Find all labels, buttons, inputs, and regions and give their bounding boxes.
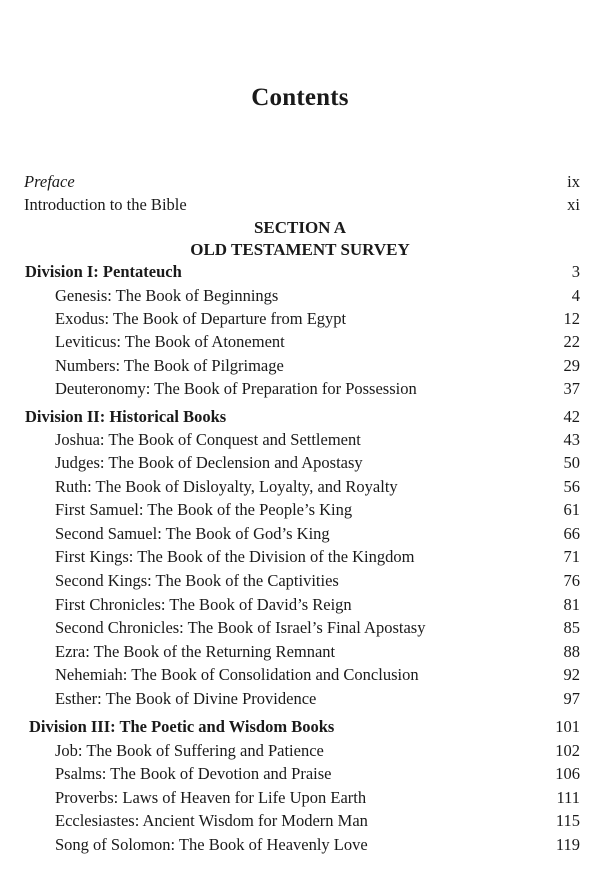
division-title: Division I: Pentateuch — [25, 262, 182, 281]
toc-entry-preface[interactable] — [0, 170, 600, 193]
toc-entry-title: Ecclesiastes: Ancient Wisdom for Modern Man — [55, 811, 368, 830]
toc-entry-page: 12 — [563, 309, 580, 328]
toc-entry[interactable] — [0, 786, 600, 809]
toc-entry[interactable] — [0, 545, 600, 568]
toc-entry-page: 88 — [563, 642, 580, 661]
toc-entry-page: 92 — [563, 665, 580, 684]
toc-entry-title: Second Chronicles: The Book of Israel’s Final Apostasy — [55, 618, 426, 637]
toc-entry-page: 102 — [555, 741, 580, 760]
division-page: 101 — [555, 717, 580, 736]
toc-entry-page: 119 — [555, 835, 580, 854]
toc-entry-page: 97 — [563, 689, 580, 708]
toc-entry[interactable] — [0, 451, 600, 474]
toc-entry-title: Ezra: The Book of the Returning Remnant — [55, 642, 336, 661]
toc-entry-title: Proverbs: Laws of Heaven for Life Upon Earth — [55, 788, 367, 807]
toc-entry-page: 115 — [555, 811, 580, 830]
toc-entry-title: Esther: The Book of Divine Providence — [55, 689, 317, 708]
page-title: Contents — [251, 84, 349, 111]
toc-entry-page: 4 — [571, 286, 580, 305]
toc-entry-title: Psalms: The Book of Devotion and Praise — [55, 764, 332, 783]
toc-division-3[interactable] — [0, 715, 600, 738]
toc-entry-title: Numbers: The Book of Pilgrimage — [55, 356, 284, 375]
toc-entry-page: 37 — [563, 379, 580, 398]
toc-entry-title: Job: The Book of Suffering and Patience — [55, 741, 324, 760]
toc-entry-introduction[interactable] — [0, 193, 600, 216]
toc-entry-page: xi — [567, 195, 580, 214]
toc-entry-title: Second Kings: The Book of the Captivities — [55, 571, 339, 590]
toc-entry-page: 56 — [563, 477, 580, 496]
toc-entry-title: Judges: The Book of Declension and Apostasy — [55, 453, 363, 472]
toc-entry[interactable] — [0, 330, 600, 353]
division-title: Division III: The Poetic and Wisdom Books — [29, 717, 335, 736]
division-page: 3 — [571, 262, 580, 281]
toc-entry[interactable] — [0, 833, 600, 856]
toc-entry-page: 106 — [555, 764, 580, 783]
section-heading-line-1: SECTION A — [253, 218, 347, 237]
toc-entry-title: Leviticus: The Book of Atonement — [55, 332, 285, 351]
toc-entry-title: First Chronicles: The Book of David’s Reign — [55, 595, 352, 614]
division-title: Division II: Historical Books — [25, 407, 227, 426]
toc-entry[interactable] — [0, 809, 600, 832]
toc-entry-page: 111 — [556, 788, 580, 807]
toc-division-1[interactable] — [0, 260, 600, 283]
toc-entry-title: Ruth: The Book of Disloyalty, Loyalty, and Royalty — [55, 477, 398, 496]
toc-entry[interactable] — [0, 663, 600, 686]
toc-entry[interactable] — [0, 284, 600, 307]
toc-entry-page: 71 — [563, 547, 580, 566]
toc-entry-page: 66 — [563, 524, 580, 543]
toc-entry-title: Exodus: The Book of Departure from Egypt — [55, 309, 347, 328]
toc-entry[interactable] — [0, 307, 600, 330]
toc-entry[interactable] — [0, 569, 600, 592]
toc-entry[interactable] — [0, 377, 600, 400]
toc-entry-page: 43 — [563, 430, 580, 449]
toc-entry-page: 22 — [563, 332, 580, 351]
toc-entry-page: 85 — [563, 618, 580, 637]
toc-entry-title: Deuteronomy: The Book of Preparation for Possession — [55, 379, 417, 398]
toc-entry-title: First Kings: The Book of the Division of the Kingdom — [55, 547, 415, 566]
toc-entry[interactable] — [0, 428, 600, 451]
toc-entry-page: 29 — [563, 356, 580, 375]
toc-entry[interactable] — [0, 522, 600, 545]
toc-entry-page: 61 — [563, 500, 580, 519]
toc-entry[interactable] — [0, 640, 600, 663]
toc-division-2[interactable] — [0, 405, 600, 428]
toc-entry-title: Joshua: The Book of Conquest and Settlement — [55, 430, 361, 449]
toc-entry[interactable] — [0, 687, 600, 710]
division-page: 42 — [563, 407, 580, 426]
toc-entry-title: Second Samuel: The Book of God’s King — [55, 524, 330, 543]
toc-entry[interactable] — [0, 762, 600, 785]
toc-entry-title: Introduction to the Bible — [24, 195, 187, 214]
toc-entry-page: 50 — [563, 453, 580, 472]
toc-entry-page: 76 — [563, 571, 580, 590]
toc-entry-title: Genesis: The Book of Beginnings — [55, 286, 279, 305]
toc-entry[interactable] — [0, 616, 600, 639]
toc-entry[interactable] — [0, 498, 600, 521]
toc-entry[interactable] — [0, 475, 600, 498]
section-heading-line-2: OLD TESTAMENT SURVEY — [190, 240, 410, 259]
toc-entry-title: Nehemiah: The Book of Consolidation and Conclusion — [55, 665, 419, 684]
toc-entry-title: Song of Solomon: The Book of Heavenly Love — [55, 835, 368, 854]
toc-entry-page: ix — [567, 172, 580, 191]
toc-entry-title: Preface — [24, 172, 75, 191]
toc-entry[interactable] — [0, 593, 600, 616]
toc-entry[interactable] — [0, 739, 600, 762]
toc-entry-page: 81 — [563, 595, 580, 614]
toc-entry-title: First Samuel: The Book of the People’s King — [55, 500, 353, 519]
toc-entry[interactable] — [0, 354, 600, 377]
